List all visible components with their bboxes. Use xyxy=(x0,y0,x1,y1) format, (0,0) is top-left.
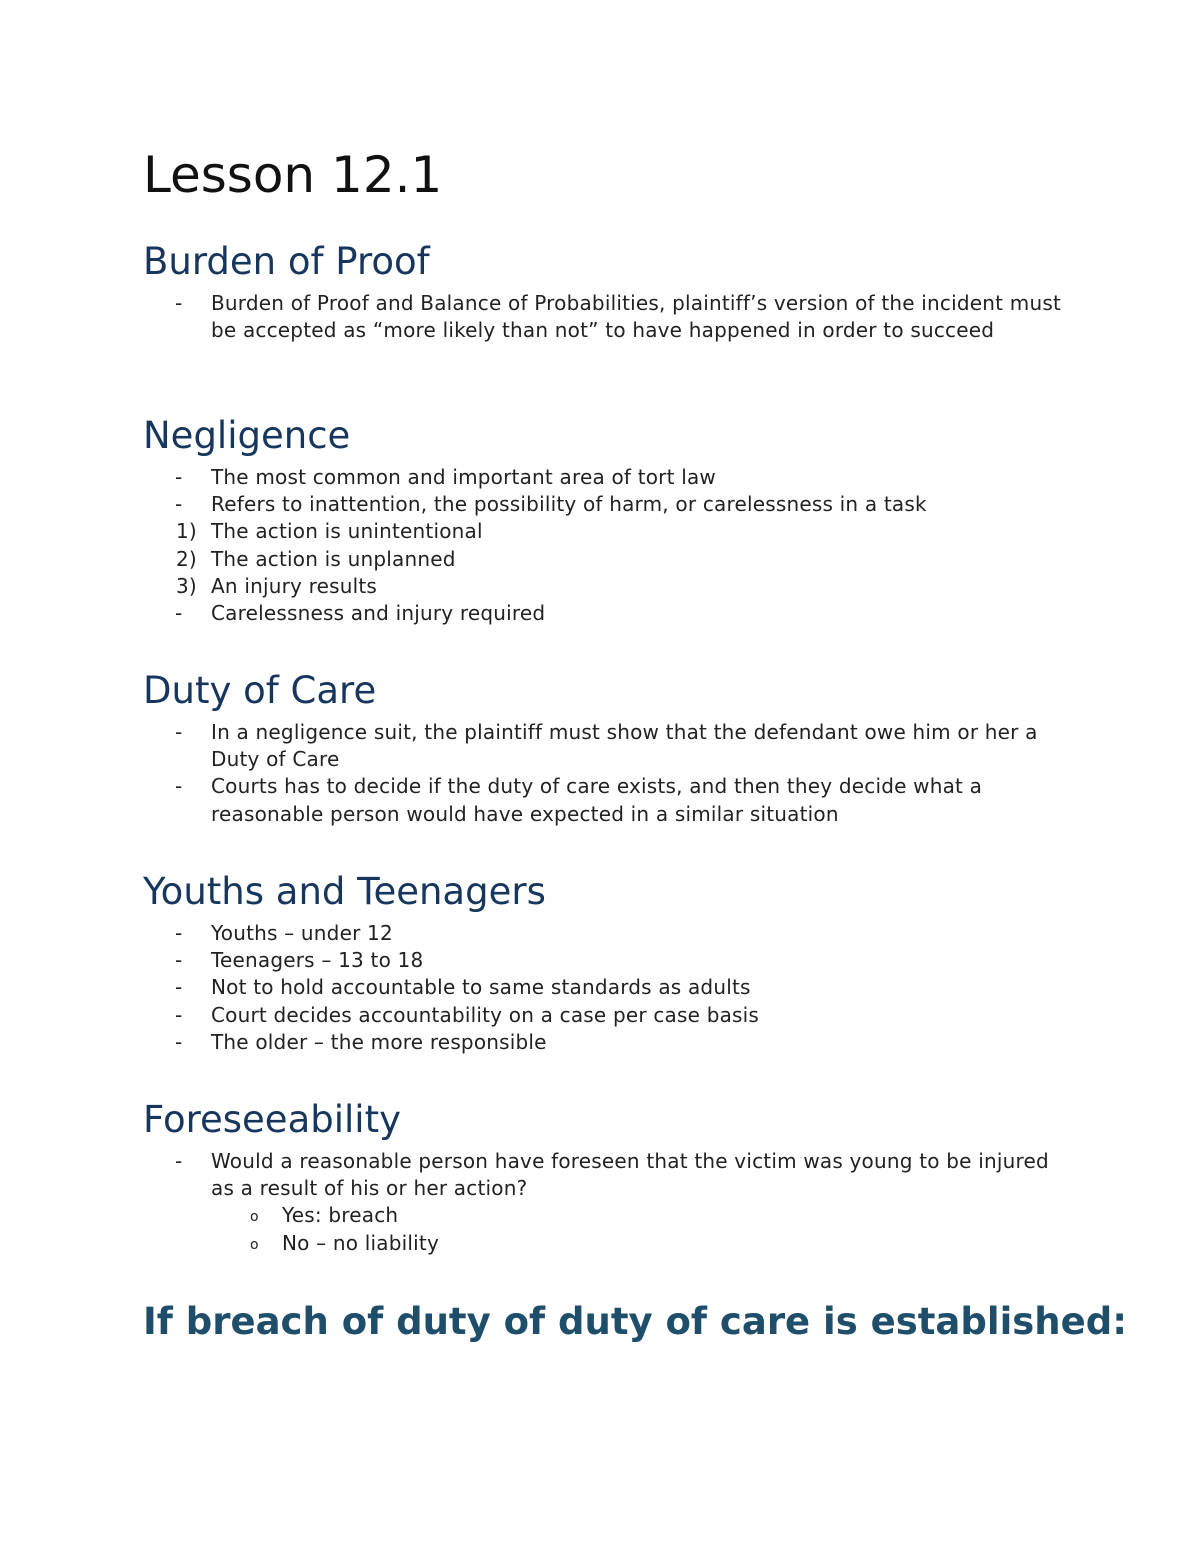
bullet-list xyxy=(143,464,1063,627)
list-number: 2) xyxy=(176,546,197,571)
numbered-list-item xyxy=(143,546,1063,573)
list-number: 3) xyxy=(176,573,197,598)
list-item-text: Court decides accountability on a case per case basis xyxy=(211,1002,760,1027)
list-item xyxy=(143,1029,1063,1056)
list-item xyxy=(143,1002,1063,1029)
section-heading: Duty of Care xyxy=(143,669,377,712)
list-item-text: Yes: breach xyxy=(282,1203,399,1228)
list-item-text: Youths – under 12 xyxy=(211,921,393,945)
dash-bullet-icon: - xyxy=(175,291,183,315)
section-heading: Youths and Teenagers xyxy=(143,870,546,913)
document-title: Lesson 12.1 xyxy=(143,146,443,204)
section-breach-established xyxy=(143,1298,1127,1346)
dash-bullet-icon: - xyxy=(175,975,183,1000)
numbered-list-item xyxy=(143,518,1063,545)
list-item-text: The action is unintentional xyxy=(211,519,483,544)
list-item xyxy=(143,719,1063,773)
list-item xyxy=(143,600,1063,627)
list-item-text: Refers to inattention, the possibility of harm, or carelessness in a task xyxy=(211,492,927,517)
section-negligence xyxy=(143,412,1063,627)
list-item-text: No – no liability xyxy=(282,1230,439,1255)
section-burden-of-proof xyxy=(143,238,1063,344)
section-heading: Negligence xyxy=(143,414,351,457)
list-item-text: Teenagers – 13 to 18 xyxy=(211,948,424,973)
bullet-list xyxy=(143,1148,1063,1257)
list-item-text: Would a reasonable person have foreseen that the victim was young to be injured as a result of his or her action? xyxy=(211,1149,1049,1201)
section-heading: Burden of Proof xyxy=(143,240,430,283)
dash-bullet-icon: - xyxy=(175,601,183,626)
list-item-text: The older – the more responsible xyxy=(211,1029,547,1054)
list-item-text: An injury results xyxy=(211,573,377,598)
dash-bullet-icon: - xyxy=(175,1149,183,1173)
list-item xyxy=(143,1148,1063,1202)
list-item-text: In a negligence suit, the plaintiff must show that the defendant owe him or her a Duty of Care xyxy=(211,720,1038,772)
section-youths-and-teenagers xyxy=(143,868,1063,1056)
list-item-text: Courts has to decide if the duty of care exists, and then they decide what a reasonable person would have expected in a similar situation xyxy=(211,774,983,826)
numbered-list-item xyxy=(143,573,1063,600)
dash-bullet-icon: - xyxy=(175,492,183,517)
dash-bullet-icon: - xyxy=(175,1002,183,1027)
dash-bullet-icon: - xyxy=(175,465,183,489)
bullet-list xyxy=(143,920,1063,1056)
list-item xyxy=(143,947,1063,974)
dash-bullet-icon: - xyxy=(175,948,183,973)
dash-bullet-icon: - xyxy=(175,921,183,945)
list-item xyxy=(143,920,1063,947)
bullet-list xyxy=(143,719,1063,828)
circle-bullet-icon: o xyxy=(250,1236,259,1253)
sub-list-item xyxy=(143,1230,1063,1257)
list-item xyxy=(143,464,1063,491)
list-item-text: Burden of Proof and Balance of Probabilities, plaintiff’s version of the incident must be accepted as “more likely than not” to have happened in order to succeed xyxy=(211,291,1061,343)
list-item xyxy=(143,773,1063,827)
section-heading: If breach of duty of duty of care is established: xyxy=(143,1300,1127,1343)
list-item-text: The most common and important area of tort law xyxy=(211,465,716,489)
list-item xyxy=(143,974,1063,1001)
dash-bullet-icon: - xyxy=(175,720,183,744)
sub-list-item xyxy=(143,1202,1063,1229)
list-item xyxy=(143,290,1063,344)
list-item-text: The action is unplanned xyxy=(211,546,456,571)
list-number: 1) xyxy=(176,519,197,544)
dash-bullet-icon: - xyxy=(175,774,183,799)
section-heading: Foreseeability xyxy=(143,1098,401,1141)
list-item-text: Not to hold accountable to same standards as adults xyxy=(211,975,751,1000)
section-foreseeability xyxy=(143,1096,1063,1257)
circle-bullet-icon: o xyxy=(250,1209,259,1226)
list-item xyxy=(143,491,1063,518)
section-duty-of-care xyxy=(143,667,1063,828)
list-item-text: Carelessness and injury required xyxy=(211,601,546,626)
dash-bullet-icon: - xyxy=(175,1029,183,1054)
bullet-list xyxy=(143,290,1063,344)
